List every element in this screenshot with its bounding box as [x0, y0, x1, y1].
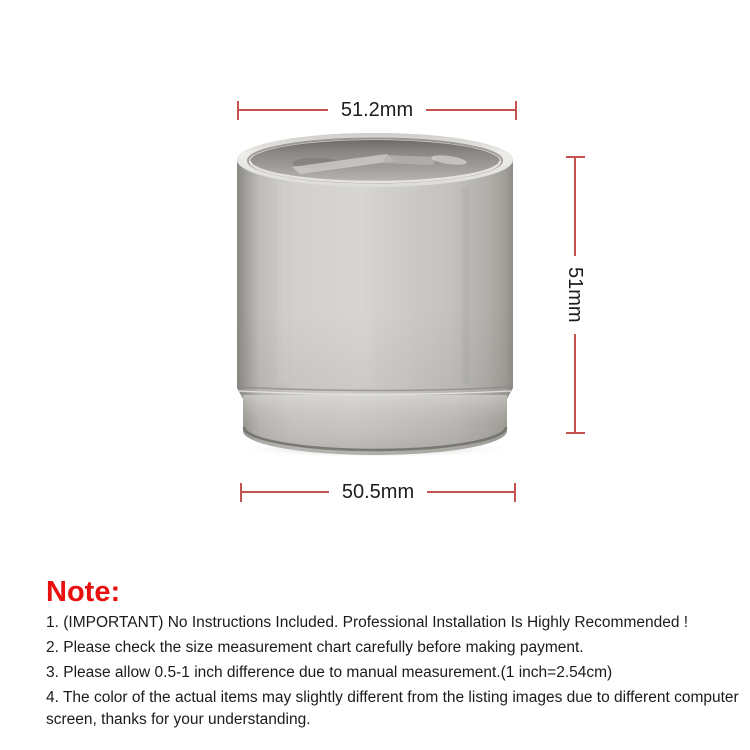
dimension-line — [426, 109, 515, 111]
dimension-label-bottom-width: 50.5mm — [341, 481, 415, 503]
dimension-line — [239, 109, 328, 111]
note-item-4: 4. The color of the actual items may slightly different from the listing images due to different computer screen, thanks for your understanding. — [46, 689, 739, 728]
dimension-label-height: 51mm — [564, 267, 586, 323]
note-item-1: 1. (IMPORTANT) No Instructions Included. Professional Installation Is Highly Recommended ! — [46, 614, 689, 631]
note-item-2: 2. Please check the size measurement chart carefully before making payment. — [46, 639, 584, 656]
dimension-tick — [515, 101, 517, 120]
dimension-tick — [514, 483, 516, 502]
dimension-bottom-width — [240, 482, 516, 502]
cylinder-illustration — [237, 133, 513, 463]
dimension-top-width — [237, 100, 517, 120]
dimension-label-top-width: 51.2mm — [340, 99, 414, 121]
note-item-3: 3. Please allow 0.5-1 inch difference due to manual measurement.(1 inch=2.54cm) — [46, 664, 613, 681]
note-section — [46, 577, 746, 734]
dimension-line — [427, 491, 514, 493]
dimension-height — [565, 156, 585, 434]
cylinder-top-opening — [237, 133, 513, 187]
dimension-line — [574, 334, 576, 432]
dimension-line — [242, 491, 329, 493]
dimension-tick — [566, 432, 585, 434]
note-heading: Note: — [46, 576, 121, 608]
dimension-line — [574, 158, 576, 256]
